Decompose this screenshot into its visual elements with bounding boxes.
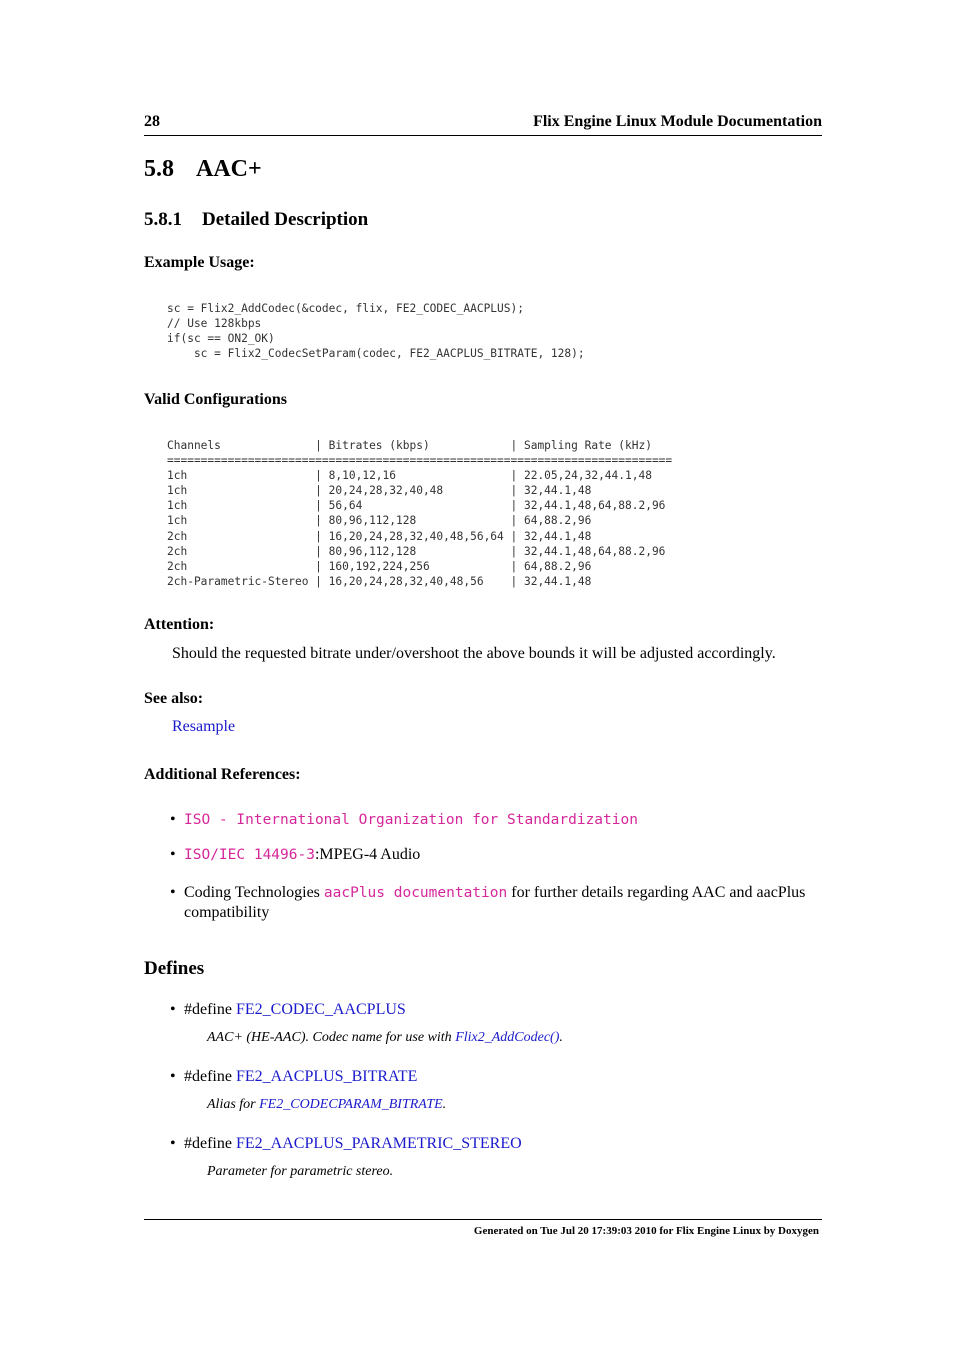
define-description-text: AAC+ (HE-AAC). Codec name for use with	[207, 1030, 456, 1045]
additional-references-heading: Additional References:	[144, 766, 301, 783]
section-title-text: AAC+	[196, 156, 262, 182]
fe2-codec-aacplus-link[interactable]: FE2_CODEC_AACPLUS	[235, 1001, 406, 1018]
see-also-heading: See also:	[144, 690, 204, 707]
reference-suffix: :MPEG-4 Audio	[314, 846, 421, 863]
fe2-aacplus-parametric-stereo-link[interactable]: FE2_AACPLUS_PARAMETRIC_STEREO	[235, 1135, 522, 1152]
bullet: •	[170, 846, 176, 863]
define-description	[207, 1030, 563, 1046]
bullet: •	[170, 1135, 176, 1152]
fe2-codecparam-bitrate-link[interactable]: FE2_CODECPARAM_BITRATE	[259, 1097, 443, 1112]
subsection-title-text: Detailed Description	[202, 209, 369, 230]
bullet: •	[170, 884, 176, 901]
reference-item	[170, 810, 830, 830]
define-description-text: Alias for	[207, 1097, 260, 1112]
attention-text: Should the requested bitrate under/overshoot the above bounds it will be adjusted accordingly.	[172, 645, 776, 662]
define-description	[207, 1164, 393, 1180]
defines-heading: Defines	[144, 958, 205, 979]
section-title	[144, 156, 262, 183]
reference-item	[170, 883, 830, 922]
bullet: •	[170, 811, 176, 828]
subsection-title	[144, 209, 368, 231]
reference-prefix: Coding Technologies	[184, 884, 324, 901]
define-keyword: #define	[184, 1135, 236, 1152]
page-footer	[144, 1219, 822, 1237]
define-item	[170, 1001, 406, 1019]
resample-link[interactable]: Resample	[172, 718, 236, 735]
reference-item	[170, 845, 830, 865]
bullet: •	[170, 1068, 176, 1085]
subsection-number: 5.8.1	[144, 209, 182, 230]
aacplus-documentation-link[interactable]: aacPlus documentation	[323, 885, 508, 901]
flix2-addcodec-link[interactable]: Flix2_AddCodec()	[455, 1030, 560, 1045]
valid-configurations-heading: Valid Configurations	[144, 391, 287, 408]
define-keyword: #define	[184, 1068, 236, 1085]
define-keyword: #define	[184, 1001, 236, 1018]
define-item	[170, 1068, 417, 1086]
example-code-block: sc = Flix2_AddCodec(&codec, flix, FE2_CODEC_AACPLUS); // Use 128kbps if(sc == ON2_OK) sc = Flix2_CodecSetParam(codec, FE2_AACPLUS_BITRATE, 128);	[167, 302, 585, 361]
fe2-aacplus-bitrate-link[interactable]: FE2_AACPLUS_BITRATE	[235, 1068, 418, 1085]
reference-suffix: for further details regarding AAC and aacPlus compatibility	[184, 884, 806, 921]
iso-link[interactable]: ISO - International Organization for Standardization	[184, 812, 638, 828]
define-description-text: Parameter for parametric stereo.	[207, 1164, 394, 1179]
define-description-suffix: .	[442, 1097, 447, 1112]
section-number: 5.8	[144, 156, 174, 182]
configurations-table: Channels | Bitrates (kbps) | Sampling Rate (kHz) =========================================================================== 1ch | 8,10,12,16 | 22.05,24,32,44.1,48 1ch | 20,24,28,32,40,48 | 32,44.1,48 1ch | 56,64 | 32,44.1,48,64,88.2,96 1ch | 80,96,112,128 | 64,88.2,96 2ch | 16,20,24,28,32,40,48,56,64 | 32,44.1,48 2ch | 80,96,112,128 | 32,44.1,48,64,88.2,96 2ch | 160,192,224,256 | 64,88.2,96 2ch-Parametric-Stereo | 16,20,24,28,32,40,48,56 | 32,44.1,48	[167, 439, 673, 588]
bullet: •	[170, 1001, 176, 1018]
attention-heading: Attention:	[144, 616, 215, 633]
page-header	[144, 113, 822, 136]
page-number: 28	[144, 113, 160, 130]
define-item	[170, 1135, 522, 1153]
define-description-suffix: .	[559, 1030, 563, 1045]
footer-text: Generated on Tue Jul 20 17:39:03 2010 for Flix Engine Linux by Doxygen	[473, 1225, 819, 1237]
define-description	[207, 1097, 446, 1113]
example-usage-heading: Example Usage:	[144, 254, 255, 271]
see-also-body	[172, 718, 235, 736]
running-title: Flix Engine Linux Module Documentation	[533, 113, 822, 130]
iso-iec-14496-3-link[interactable]: ISO/IEC 14496-3	[184, 847, 315, 863]
